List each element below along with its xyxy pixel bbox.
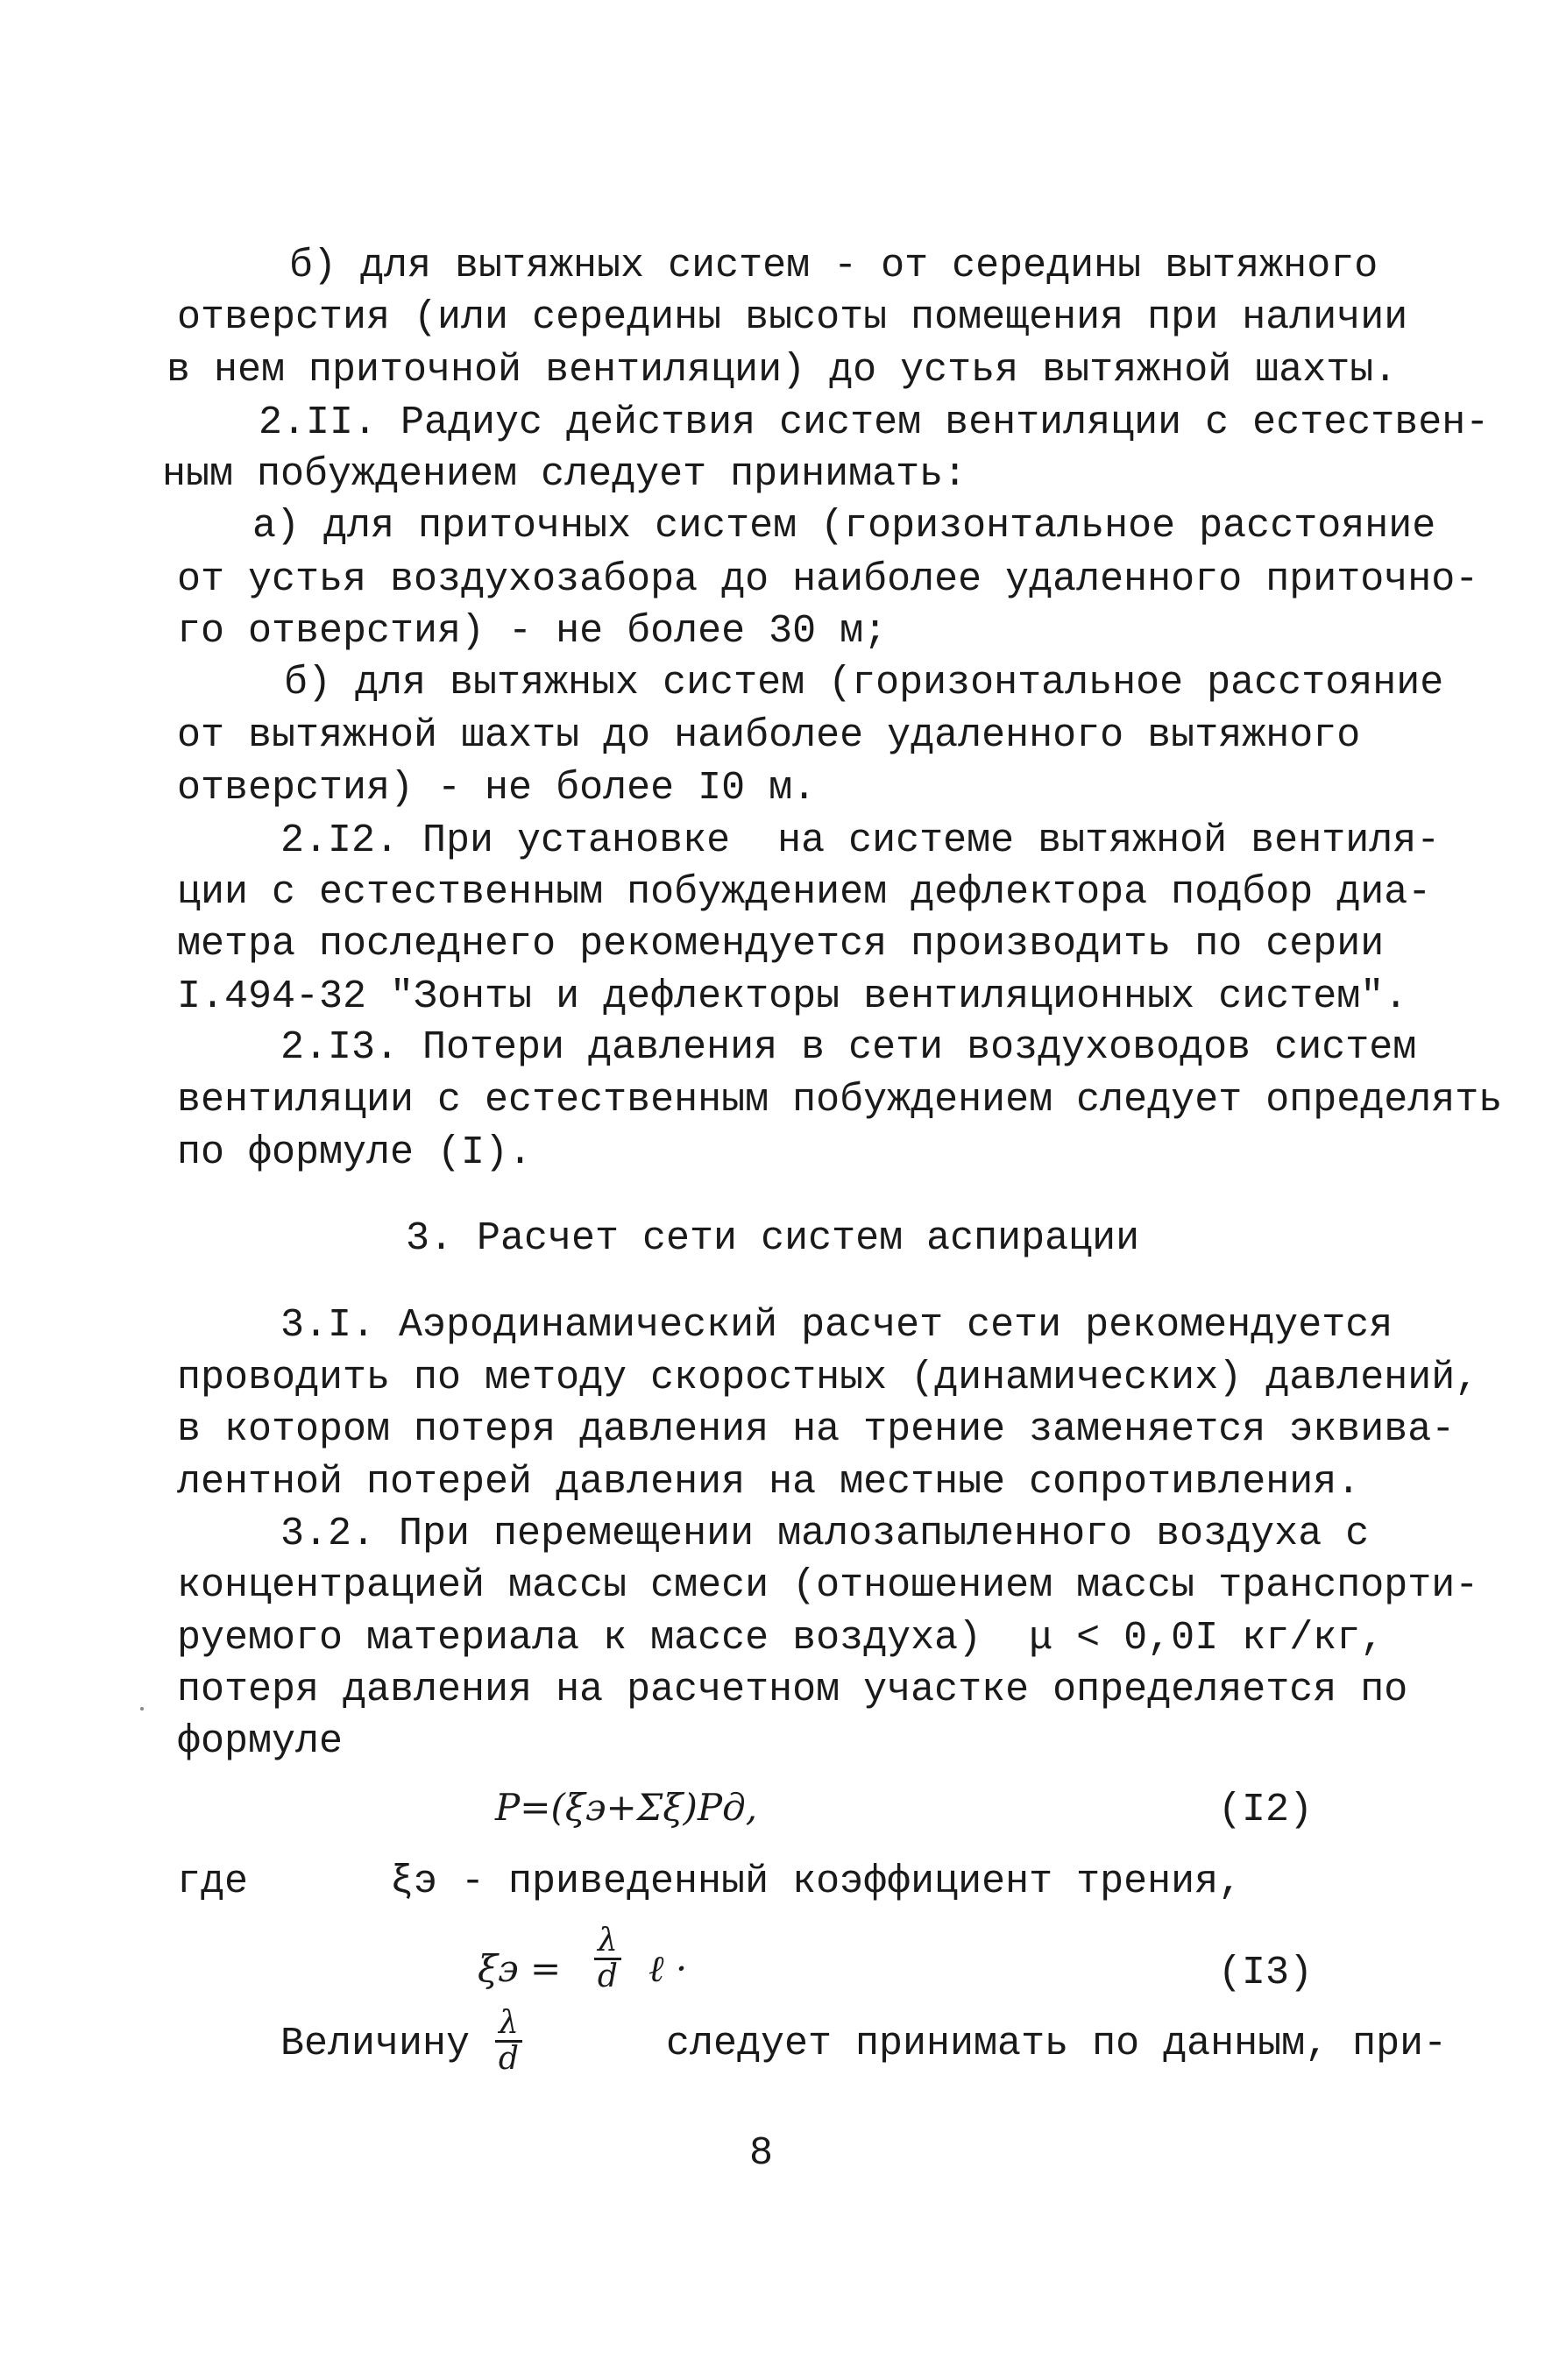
text-line: следует принимать по данным, при- xyxy=(666,2022,1448,2066)
formula-13-number: (I3) xyxy=(1218,1951,1314,1995)
fraction-numerator: λ xyxy=(495,2007,522,2043)
text-line: формуле xyxy=(177,1719,344,1764)
fraction-numerator: λ xyxy=(594,1924,621,1960)
fraction-denominator: d xyxy=(597,1959,618,1994)
fraction-denominator: d xyxy=(498,2041,519,2077)
text-line: концентрацией массы смеси (отношением массы транспорти- xyxy=(177,1563,1479,1608)
text-line: от вытяжной шахты до наиболее удаленного вытяжного xyxy=(177,713,1361,758)
section-heading: 3. Расчет сети систем аспирации xyxy=(406,1216,1140,1261)
inline-fraction xyxy=(495,2007,522,2076)
text-line: вентиляции с естественным побуждением следует определять xyxy=(177,1078,1503,1123)
text-line: 3.I. Аэродинамический расчет сети рекомендуется xyxy=(280,1303,1393,1348)
text-line: в нем приточной вентиляции) до устья вытяжной шахты. xyxy=(167,348,1398,393)
text-line: Величину xyxy=(280,2022,471,2066)
text-line: отверстия) - не более I0 м. xyxy=(177,766,817,811)
text-line: руемого материала к массе воздуха) μ < 0,0I кг/кг, xyxy=(177,1616,1385,1661)
text-line: 2.I2. При установке на системе вытяжной вентиля- xyxy=(280,818,1441,863)
formula-12-number: (I2) xyxy=(1218,1788,1314,1832)
text-line: б) для вытяжных систем - от середины вытяжного xyxy=(289,244,1378,288)
text-line: метра последнего рекомендуется производить по серии xyxy=(177,922,1385,967)
text-line: потеря давления на расчетном участке определяется по xyxy=(177,1668,1408,1712)
text-line: ным побуждением следует принимать: xyxy=(162,452,967,497)
text-line: 2.I3. Потери давления в сети воздуховодов систем xyxy=(280,1025,1417,1070)
text-line: 3.2. При перемещении малозапыленного воздуха с xyxy=(280,1512,1370,1556)
where-label: где xyxy=(177,1859,249,1904)
text-line: б) для вытяжных систем (горизонтальное расстояние xyxy=(284,661,1444,705)
text-line: 2.II. Радиус действия систем вентиляции с естествен- xyxy=(259,400,1490,445)
text-line: от устья воздухозабора до наиболее удаленного приточно- xyxy=(177,557,1479,602)
text-line: проводить по методу скоростных (динамических) давлений, xyxy=(177,1356,1479,1400)
text-line: ции с естественным побуждением дефлектора подбор диа- xyxy=(177,870,1432,915)
formula-12: P=(ξэ+Σξ)Pд, xyxy=(495,1786,758,1829)
page-number: 8 xyxy=(749,2131,774,2176)
formula-13-right: ℓ · xyxy=(648,1947,688,1990)
margin-mark xyxy=(140,1707,144,1711)
text-line: лентной потерей давления на местные сопротивления. xyxy=(177,1460,1361,1505)
where-definition: ξэ - приведенный коэффициент трения, xyxy=(390,1859,1243,1904)
text-line: I.494-32 "Зонты и дефлекторы вентиляционных систем". xyxy=(177,974,1408,1019)
text-line: в котором потеря давления на трение заменяется эквива- xyxy=(177,1407,1456,1452)
text-line: по формуле (I). xyxy=(177,1130,533,1175)
text-line: го отверстия) - не более 30 м; xyxy=(177,609,888,654)
formula-13-left: ξэ = xyxy=(478,1947,562,1990)
formula-13-fraction xyxy=(594,1924,621,1994)
text-line: отверстия (или середины высоты помещения при наличии xyxy=(177,295,1408,340)
text-line: а) для приточных систем (горизонтальное расстояние xyxy=(252,504,1436,549)
